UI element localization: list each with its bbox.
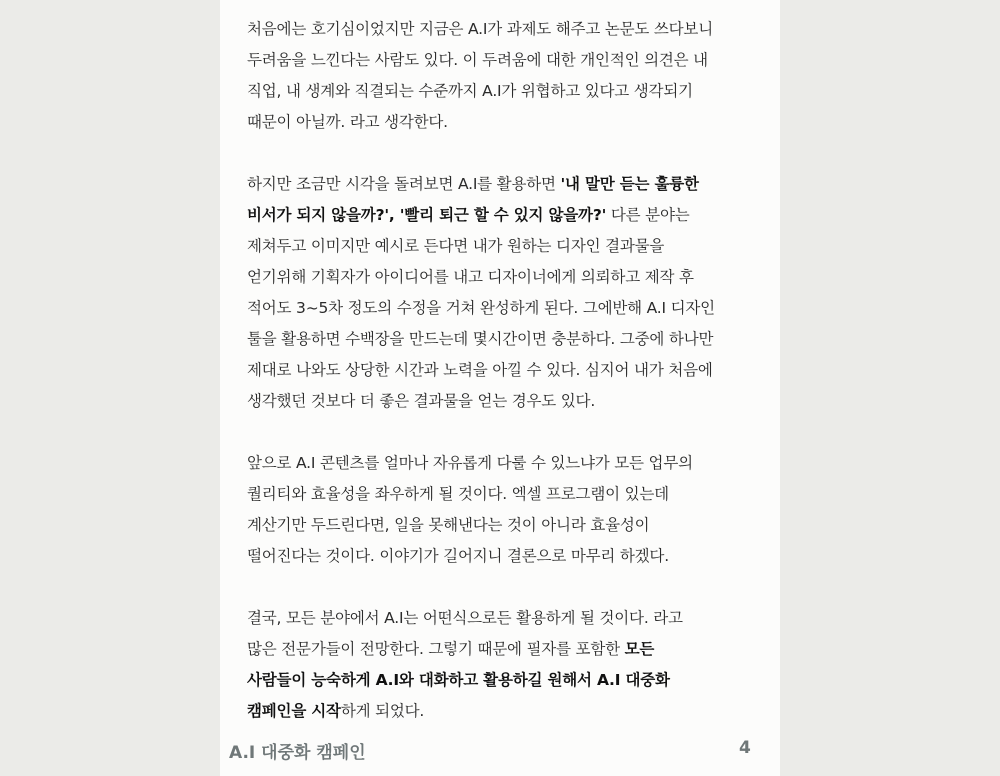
footer-title: A.I 대중화 캠페인	[229, 743, 366, 763]
text-segment: 얻기위해 기획자가 아이디어를 내고 디자이너에게 의뢰하고 제작 후	[247, 268, 694, 286]
text-segment: 다른 분야는	[606, 206, 690, 224]
bold-text-segment: 모든	[624, 640, 655, 658]
bold-text-segment: 비서가 되지 않을까?', '빨리 퇴근 할 수 있지 않을까?'	[247, 206, 607, 224]
text-line	[247, 696, 757, 727]
text-segment: 적어도 3~5차 정도의 수정을 거쳐 완성하게 된다. 그에반해 A.I 디자인	[247, 299, 715, 317]
text-segment: 계산기만 두드린다면, 일을 못해낸다는 것이 아니라 효율성이	[247, 516, 650, 534]
text-line	[247, 448, 757, 479]
paragraph	[247, 14, 757, 138]
text-segment: 퀄리티와 효율성을 좌우하게 될 것이다. 엑셀 프로그램이 있는데	[247, 485, 669, 503]
text-line	[247, 231, 757, 262]
text-line	[247, 200, 757, 231]
text-segment: 제대로 나와도 상당한 시간과 노력을 아낄 수 있다. 심지어 내가 처음에	[247, 361, 713, 379]
text-line	[247, 169, 757, 200]
text-line	[247, 665, 757, 696]
paragraph	[247, 169, 757, 417]
text-line	[247, 355, 757, 386]
paragraph	[247, 603, 757, 727]
text-line	[247, 479, 757, 510]
paragraph	[247, 448, 757, 572]
text-line	[247, 510, 757, 541]
text-segment: 툴을 활용하면 수백장을 만드는데 몇시간이면 충분하다. 그중에 하나만	[247, 330, 714, 348]
page-number: 4	[739, 738, 751, 758]
text-line	[247, 14, 757, 45]
text-segment: 제쳐두고 이미지만 예시로 든다면 내가 원하는 디자인 결과물을	[247, 237, 665, 255]
bold-text-segment: 캠페인을 시작	[247, 702, 341, 720]
text-line	[247, 603, 757, 634]
text-segment: 처음에는 호기심이었지만 지금은 A.I가 과제도 해주고 논문도 쓰다보니	[247, 20, 713, 38]
text-line	[247, 262, 757, 293]
text-line	[247, 634, 757, 665]
text-line	[247, 324, 757, 355]
text-segment: 직업, 내 생계와 직결되는 수준까지 A.I가 위협하고 있다고 생각되기	[247, 82, 693, 100]
text-segment: 하지만 조금만 시각을 돌려보면 A.I를 활용하면	[247, 175, 561, 193]
text-segment: 때문이 아닐까. 라고 생각한다.	[247, 113, 448, 131]
text-segment: 떨어진다는 것이다. 이야기가 길어지니 결론으로 마무리 하겠다.	[247, 547, 669, 565]
text-segment: 하게 되었다.	[340, 702, 425, 720]
text-line	[247, 45, 757, 76]
bold-text-segment: '내 말만 듣는 훌륭한	[560, 175, 699, 193]
text-segment: 많은 전문가들이 전망한다. 그렇기 때문에 필자를 포함한	[247, 640, 625, 658]
document-body	[247, 14, 757, 758]
text-segment: 결국, 모든 분야에서 A.I는 어떤식으로든 활용하게 될 것이다. 라고	[247, 609, 683, 627]
text-segment: 앞으로 A.I 콘텐츠를 얼마나 자유롭게 다룰 수 있느냐가 모든 업무의	[247, 454, 693, 472]
text-line	[247, 293, 757, 324]
text-segment: 두려움을 느낀다는 사람도 있다. 이 두려움에 대한 개인적인 의견은 내	[247, 51, 708, 69]
text-line	[247, 386, 757, 417]
bold-text-segment: 사람들이 능숙하게 A.I와 대화하고 활용하길 원해서 A.I 대중화	[247, 671, 670, 689]
text-segment: 생각했던 것보다 더 좋은 결과물을 얻는 경우도 있다.	[247, 392, 596, 410]
text-line	[247, 541, 757, 572]
text-line	[247, 76, 757, 107]
text-line	[247, 107, 757, 138]
